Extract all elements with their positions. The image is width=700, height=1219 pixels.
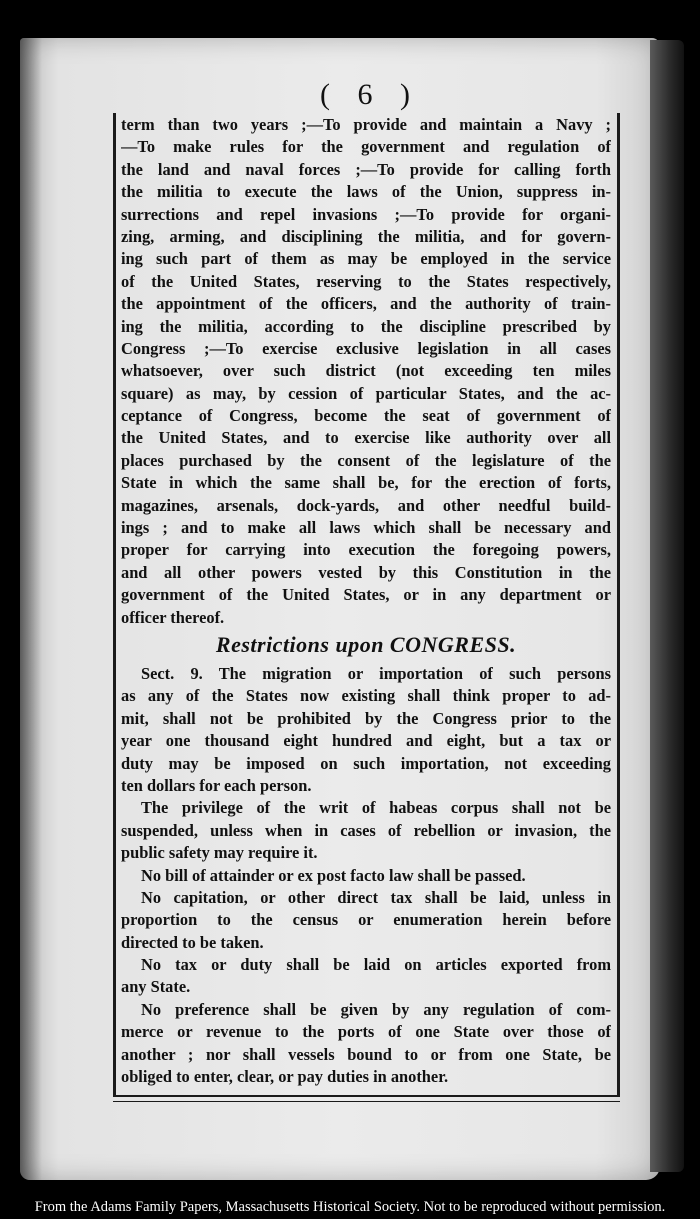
text-line: square) as may, by cession of particular States, and the ac- xyxy=(121,383,611,403)
continued-paragraph xyxy=(121,114,611,629)
text-line: ten dollars for each person. xyxy=(121,775,312,795)
text-line: No capitation, or other direct tax shall be laid, unless in xyxy=(141,887,611,907)
text-line: whatsoever, over such district (not exceeding ten miles xyxy=(121,361,611,381)
text-line: ings ; and to make all laws which shall be necessary and xyxy=(121,518,611,538)
text-line: places purchased by the consent of the legislature of the xyxy=(121,450,611,470)
paragraph-habeas-corpus xyxy=(121,797,611,864)
text-line: the militia to execute the laws of the Union, suppress in- xyxy=(121,182,611,202)
text-line: State in which the same shall be, for the erection of forts, xyxy=(121,473,611,493)
text-line: proper for carrying into execution the foregoing powers, xyxy=(121,540,611,560)
text-line: proportion to the census or enumeration herein before xyxy=(121,910,611,930)
text-line: term than two years ;—To provide and maintain a Navy ; xyxy=(121,115,611,134)
text-line: merce or revenue to the ports of one State over those of xyxy=(121,1022,611,1042)
text-line: the United States, and to exercise like authority over all xyxy=(121,428,611,448)
paragraph-preference xyxy=(121,999,611,1089)
text-line: and all other powers vested by this Constitution in the xyxy=(121,562,611,582)
text-line: government of the United States, or in any department or xyxy=(121,585,611,605)
page-edge xyxy=(650,40,684,1172)
text-line: public safety may require it. xyxy=(121,843,318,863)
text-line: officer thereof. xyxy=(121,607,225,627)
text-line: suspended, unless when in cases of rebellion or invasion, the xyxy=(121,820,611,840)
text-line: Sect. 9. The migration or importation of such persons xyxy=(141,663,611,683)
section-heading: Restrictions upon CONGRESS. xyxy=(215,631,517,657)
paragraph-sect-9 xyxy=(121,663,611,797)
text-line: surrections and repel invasions ;—To provide for organi- xyxy=(121,204,611,224)
paragraph-capitation xyxy=(121,887,611,954)
text-line: another ; nor shall vessels bound to or from one State, be xyxy=(121,1044,611,1064)
text-line: No tax or duty shall be laid on articles exported from xyxy=(141,955,611,975)
paragraph-attainder xyxy=(121,865,611,887)
text-line: The privilege of the writ of habeas corpus shall not be xyxy=(141,798,611,818)
text-line: year one thousand eight hundred and eight, but a tax or xyxy=(121,731,611,751)
text-line: No preference shall be given by any regulation of com- xyxy=(141,999,611,1019)
page-text xyxy=(121,114,611,1088)
text-line: obliged to enter, clear, or pay duties in another. xyxy=(121,1067,449,1087)
text-line: mit, shall not be prohibited by the Congress prior to the xyxy=(121,708,611,728)
text-line: Congress ;—To exercise exclusive legislation in all cases xyxy=(121,338,611,358)
text-line: directed to be taken. xyxy=(121,932,264,952)
paragraph-export-tax xyxy=(121,954,611,999)
spine-shadow xyxy=(20,38,42,1180)
text-line: ing such part of them as may be employed in the service xyxy=(121,249,611,269)
text-line: No bill of attainder or ex post facto law shall be passed. xyxy=(141,865,526,885)
page-number: ( 6 ) xyxy=(320,78,420,111)
text-line: the land and naval forces ;—To provide for calling forth xyxy=(121,159,611,179)
text-line: magazines, arsenals, dock-yards, and other needful build- xyxy=(121,495,611,515)
text-line: ceptance of Congress, become the seat of government of xyxy=(121,406,611,426)
text-line: as any of the States now existing shall think proper to ad- xyxy=(121,686,611,706)
text-line: ing the militia, according to the discipline prescribed by xyxy=(121,316,611,336)
copyright-footer: From the Adams Family Papers, Massachusetts Historical Society. Not to be reproduced without permission. xyxy=(34,1199,666,1215)
text-line: duty may be imposed on such importation, not exceeding xyxy=(121,753,611,773)
text-line: any State. xyxy=(121,977,191,997)
text-line: of the United States, reserving to the States respectively, xyxy=(121,271,611,291)
text-line: zing, arming, and disciplining the militia, and for govern- xyxy=(121,226,611,246)
text-line: —To make rules for the government and regulation of xyxy=(121,137,611,157)
text-line: the appointment of the officers, and the authority of train- xyxy=(121,294,611,314)
